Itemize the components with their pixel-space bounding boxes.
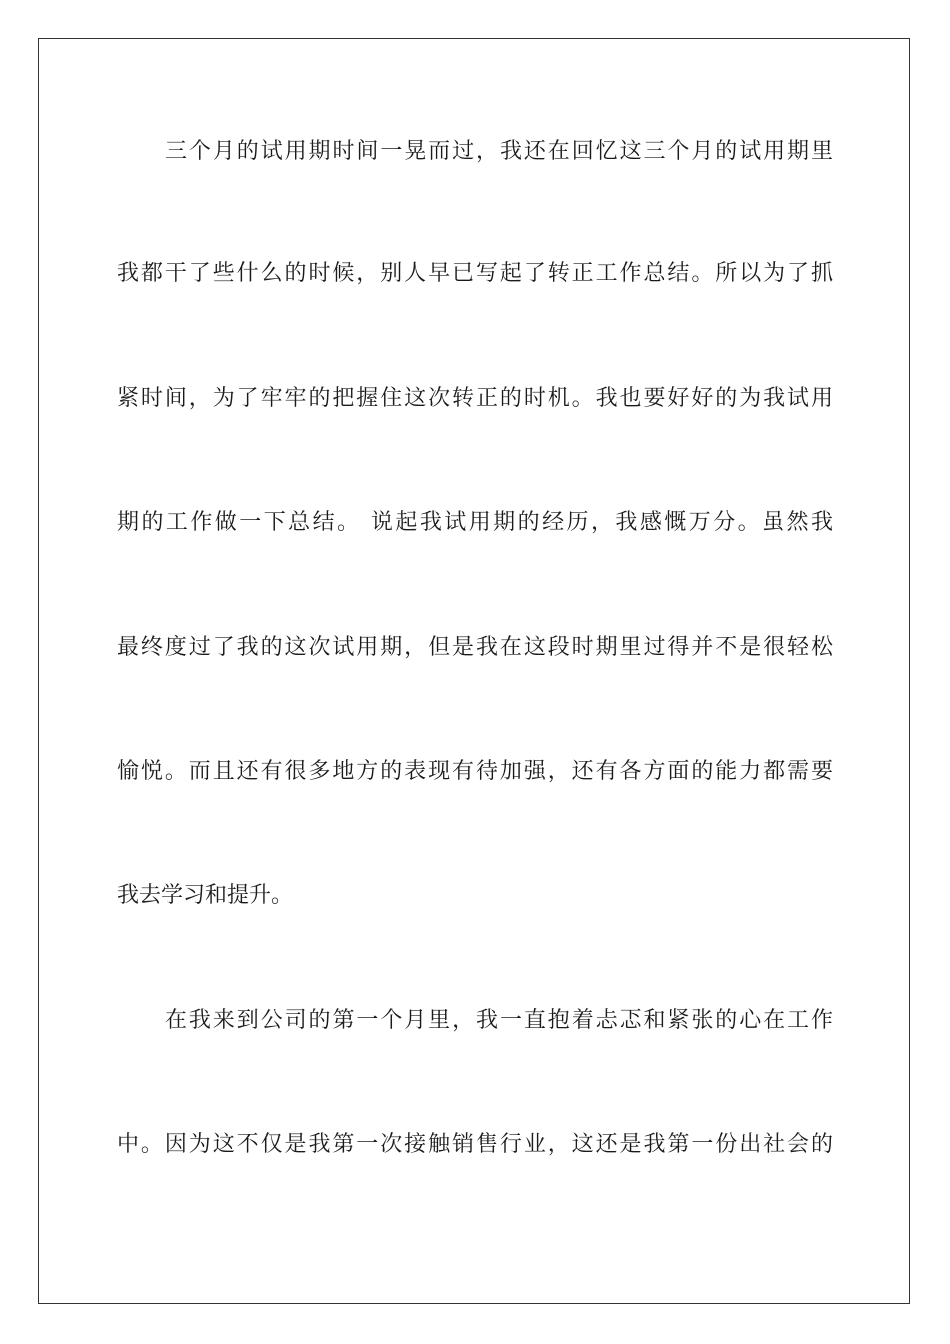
paragraph-1-line-1: 三个月的试用期时间一晃而过，我还在回忆这三个月的试用期里 bbox=[165, 139, 833, 164]
paragraph-1-line-2: 我都干了些什么的时候，别人早已写起了转正工作总结。所以为了抓 bbox=[117, 261, 833, 286]
paragraph-1-line-4: 期的工作做一下总结。 说起我试用期的经历，我感慨万分。虽然我 bbox=[117, 510, 833, 535]
paragraph-1-line-5: 最终度过了我的这次试用期，但是我在这段时期里过得并不是很轻松 bbox=[117, 635, 833, 660]
paragraph-2-line-2: 中。因为这不仅是我第一次接触销售行业，这还是我第一份出社会的 bbox=[117, 1132, 833, 1157]
paragraph-1-line-7: 我去学习和提升。 bbox=[117, 883, 294, 908]
paragraph-1-line-3: 紧时间，为了牢牢的把握住这次转正的时机。我也要好好的为我试用 bbox=[117, 386, 833, 411]
paragraph-1-line-6: 愉悦。而且还有很多地方的表现有待加强，还有各方面的能力都需要 bbox=[117, 759, 833, 784]
page-frame bbox=[38, 38, 910, 1304]
paragraph-2-line-1: 在我来到公司的第一个月里，我一直抱着忐忑和紧张的心在工作 bbox=[165, 1008, 833, 1033]
